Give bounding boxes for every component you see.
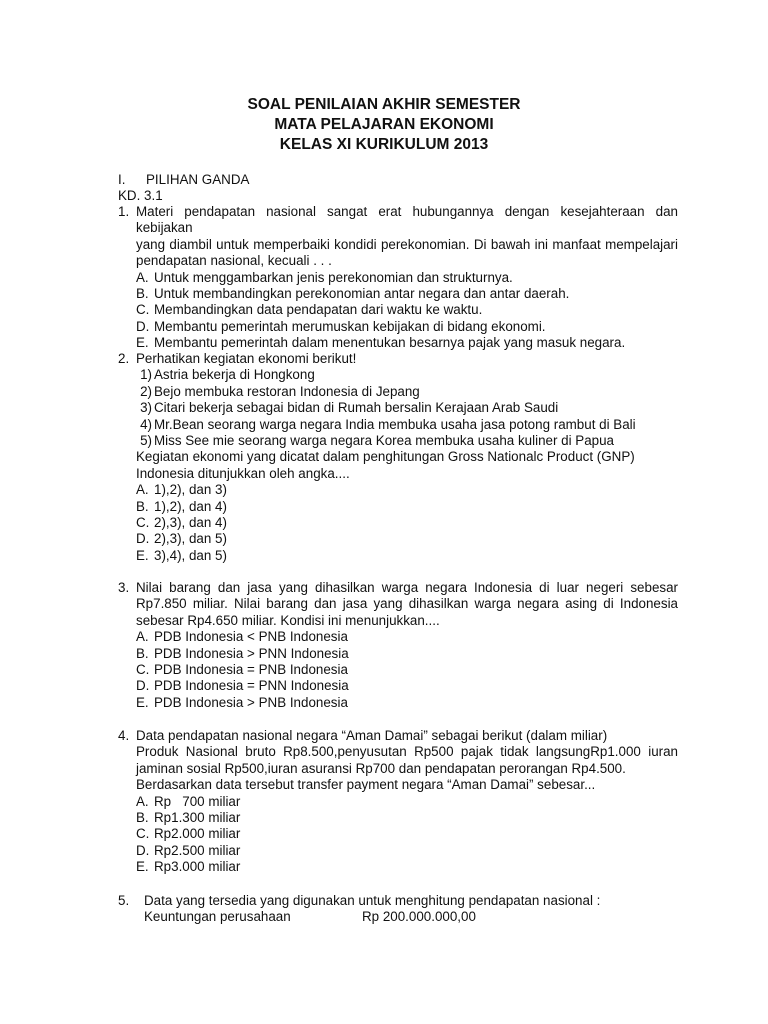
question-4-line-2: jaminan sosial Rp500,iuran asuransi Rp700 dan pendapatan perorangan Rp4.500. <box>136 760 626 776</box>
question-2-option-a[interactable]: A. 1),2), dan 3) <box>136 482 227 498</box>
question-3-option-c[interactable]: C. PDB Indonesia = PNB Indonesia <box>136 662 348 678</box>
question-1-number: 1. <box>118 204 130 219</box>
question-3-line-1: 3. Nilai barang dan jasa yang dihasilkan warga negara Indonesia di luar negeri sebesar <box>118 580 678 595</box>
question-1 <box>118 204 678 352</box>
question-5-row-value: Rp 200.000.000,00 <box>362 909 476 925</box>
question-4-line-3: Berdasarkan data tersebut transfer payment negara “Aman Damai” sebesar... <box>136 777 596 793</box>
question-4-option-d[interactable]: D. Rp2.500 miliar <box>136 842 241 858</box>
question-4-option-a[interactable]: A. Rp 700 miliar <box>136 793 241 809</box>
question-2-question-line-2: Indonesia ditunjukkan oleh angka.... <box>136 465 350 481</box>
question-3 <box>118 580 678 711</box>
question-5-row-label: Keuntungan perusahaan <box>144 909 291 925</box>
question-3-option-a[interactable]: A. PDB Indonesia < PNB Indonesia <box>136 629 348 645</box>
question-4-intro: 4. Data pendapatan nasional negara “Aman Damai” sebagai berikut (dalam miliar) <box>118 728 608 743</box>
question-1-option-c[interactable]: C. Membandingkan data pendapatan dari waktu ke waktu. <box>136 302 483 318</box>
question-1-line-2: yang diambil untuk memperbaiki kondidi perekonomian. Di bawah ini manfaat mempelajari <box>136 236 678 252</box>
question-1-option-a[interactable]: A. Untuk menggambarkan jenis perekonomian dan strukturnya. <box>136 269 513 285</box>
question-3-option-d[interactable]: D. PDB Indonesia = PNN Indonesia <box>136 678 349 694</box>
question-4-option-c[interactable]: C. Rp2.000 miliar <box>136 826 241 842</box>
kd-label: KD. 3.1 <box>118 188 163 203</box>
question-5-intro: 5. Data yang tersedia yang digunakan untuk menghitung pendapatan nasional : <box>118 893 601 908</box>
question-2-item-2: 2) Bejo membuka restoran Indonesia di Jepang <box>140 383 420 399</box>
question-2-option-e[interactable]: E. 3),4), dan 5) <box>136 547 227 563</box>
question-4-option-e[interactable]: E. Rp3.000 miliar <box>136 859 241 875</box>
question-1-line-1: 1. Materi pendapatan nasional sangat erat hubungannya dengan kesejahteraan dan kebijakan <box>118 204 678 236</box>
exam-title <box>0 95 768 155</box>
question-4 <box>118 728 678 876</box>
section-heading <box>118 172 249 188</box>
question-3-number: 3. <box>118 580 130 595</box>
section-label: PILIHAN GANDA <box>146 172 250 187</box>
question-1-option-b[interactable]: B. Untuk membandingkan perekonomian antar negara dan antar daerah. <box>136 286 570 302</box>
question-1-option-e[interactable]: E. Membantu pemerintah dalam menentukan besarnya pajak yang masuk negara. <box>136 335 626 351</box>
question-4-option-b[interactable]: B. Rp1.300 miliar <box>136 810 241 826</box>
question-4-line-1: Produk Nasional bruto Rp8.500,penyusutan Rp500 pajak tidak langsungRp1.000 iuran <box>136 744 678 760</box>
question-2-item-4: 4) Mr.Bean seorang warga negara India membuka usaha jasa potong rambut di Bali <box>140 416 636 432</box>
question-3-line-2: Rp7.850 miliar. Nilai barang dan jasa yang dihasilkan warga negara asing di Indonesia <box>136 596 678 612</box>
question-2-option-c[interactable]: C. 2),3), dan 4) <box>136 515 227 531</box>
question-2 <box>118 351 678 564</box>
question-2-item-5: 5) Miss See mie seorang warga negara Korea membuka usaha kuliner di Papua <box>140 433 615 449</box>
question-1-option-d[interactable]: D. Membantu pemerintah merumuskan kebijakan di bidang ekonomi. <box>136 318 546 334</box>
question-5 <box>118 893 678 926</box>
question-4-number: 4. <box>118 728 130 743</box>
question-2-question-line-1: Kegiatan ekonomi yang dicatat dalam penghitungan Gross Nationalc Product (GNP) <box>136 449 635 465</box>
question-3-line-3: sebesar Rp4.650 miliar. Kondisi ini menunjukkan.... <box>136 612 440 628</box>
title-line-1: SOAL PENILAIAN AKHIR SEMESTER <box>247 96 521 113</box>
section-roman: I. <box>118 172 126 187</box>
question-2-item-3: 3) Citari bekerja sebagai bidan di Rumah bersalin Kerajaan Arab Saudi <box>140 400 559 416</box>
question-2-intro: 2. Perhatikan kegiatan ekonomi berikut! <box>118 351 357 366</box>
title-line-3: KELAS XI KURIKULUM 2013 <box>279 136 489 153</box>
question-2-option-d[interactable]: D. 2),3), dan 5) <box>136 531 227 547</box>
question-1-line-3: pendapatan nasional, kecuali . . . <box>136 253 332 269</box>
question-5-data-row <box>118 909 678 925</box>
question-5-number: 5. <box>118 893 130 908</box>
question-2-number: 2. <box>118 351 130 366</box>
question-2-item-1: 1) Astria bekerja di Hongkong <box>140 367 315 383</box>
question-3-option-b[interactable]: B. PDB Indonesia > PNN Indonesia <box>136 645 349 661</box>
title-line-2: MATA PELAJARAN EKONOMI <box>274 116 494 133</box>
question-3-option-e[interactable]: E. PDB Indonesia > PNB Indonesia <box>136 694 348 710</box>
question-2-option-b[interactable]: B. 1),2), dan 4) <box>136 498 227 514</box>
